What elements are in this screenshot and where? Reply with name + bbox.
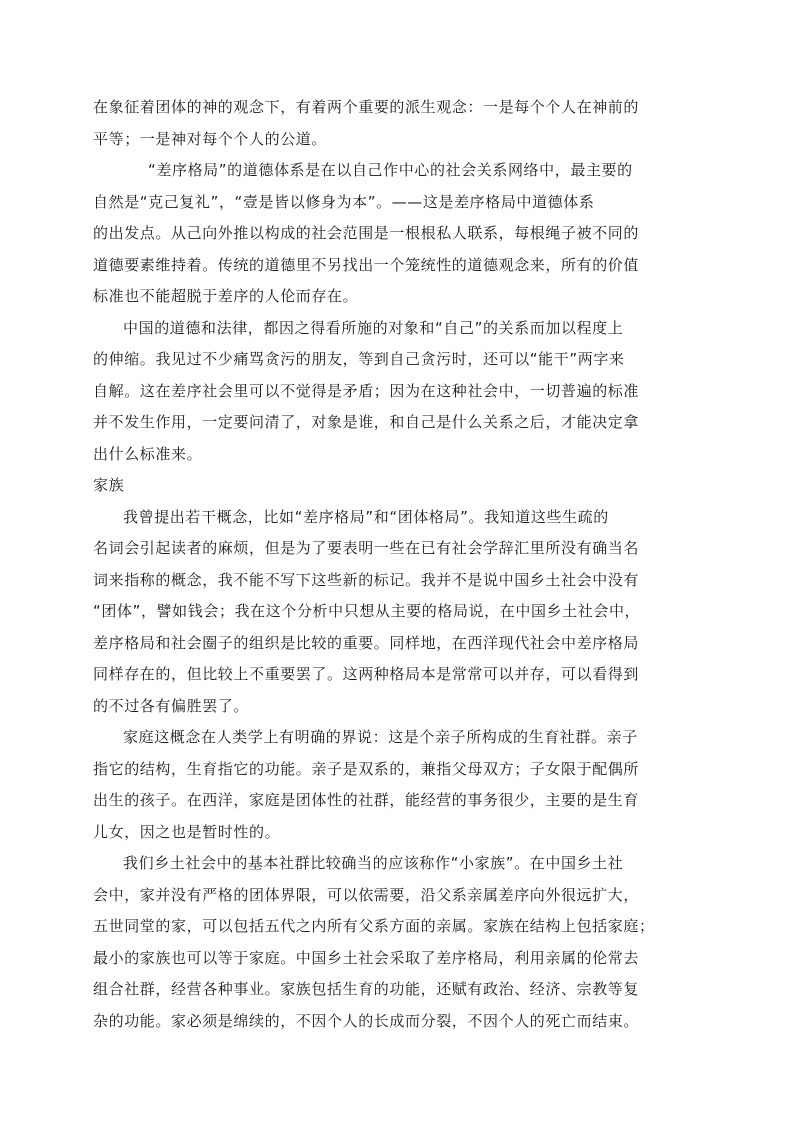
text-line: 平等；一是神对每个个人的公道。 [93, 129, 328, 148]
text-line: 自解。这在差序社会里可以不觉得是矛盾；因为在这种社会中，一切普遍的标准 [93, 381, 640, 400]
text-line: 的不过各有偏胜罢了。 [93, 696, 250, 715]
paragraph-start-line: 我们乡土社会中的基本社群比较确当的应该称作“小家族”。在中国乡土社 [123, 854, 624, 872]
text-line: 在象征着团体的神的观念下，有着两个重要的派生观念：一是每个个人在神前的 [93, 98, 640, 116]
text-line: 的伸缩。我见过不少痛骂贪污的朋友，等到自己贪污时，还可以“能干”两字来 [93, 350, 625, 368]
text-line: 杂的功能。家必须是绵续的，不因个人的长成而分裂，不因个人的死亡而结束。 [93, 1011, 640, 1030]
text-line: 出生的孩子。在西洋，家庭是团体性的社群，能经营的事务很少，主要的是生育 [93, 791, 640, 809]
text-line: 并不发生作用，一定要问清了，对象是谁，和自己是什么关系之后，才能决定拿 [93, 413, 640, 431]
text-line: 标准也不能超脱于差序的人伦而存在。 [93, 287, 359, 305]
text-line: 五世同堂的家，可以包括五代之内所有父系方面的亲属。家族在结构上包括家庭； [93, 917, 655, 935]
section-heading: 家族 [93, 476, 125, 494]
text-line: 道德要素维持着。传统的道德里不另找出一个笼统性的道德观念来，所有的价值 [93, 255, 640, 274]
text-line: 指它的结构，生育指它的功能。亲子是双系的，兼指父母双方；子女限于配偶所 [93, 759, 640, 778]
paragraph-start-line: “差序格局”的道德体系是在以自己作中心的社会关系网络中，最主要的 [148, 161, 633, 179]
document-body [93, 92, 703, 1037]
text-line: 的出发点。从己向外推以构成的社会范围是一根根私人联系，每根绳子被不同的 [93, 224, 640, 242]
text-line: 最小的家族也可以等于家庭。中国乡土社会采取了差序格局，利用亲属的伦常去 [93, 948, 640, 967]
paragraph-start-line: 我曾提出若干概念，比如“差序格局”和“团体格局”。我知道这些生疏的 [123, 507, 609, 526]
text-line: 词来指称的概念，我不能不写下这些新的标记。我并不是说中国乡土社会中没有 [93, 570, 640, 589]
text-line: 同样存在的，但比较上不重要罢了。这两种格局本是常常可以并存，可以看得到 [93, 665, 640, 683]
text-line: 出什么标准来。 [93, 444, 203, 463]
text-line: 名词会引起读者的麻烦，但是为了要表明一些在已有社会学辞汇里所没有确当名 [93, 539, 640, 557]
text-line: 组合社群，经营各种事业。家族包括生育的功能，还赋有政治、经济、宗教等复 [93, 980, 640, 998]
text-line: 会中，家并没有严格的团体界限，可以依需要，沿父系亲属差序向外很远扩大， [93, 885, 640, 904]
paragraph-start-line: 家庭这概念在人类学上有明确的界说：这是个亲子所构成的生育社群。亲子 [123, 728, 638, 746]
text-line: 儿女，因之也是暂时性的。 [93, 822, 281, 841]
text-line: 自然是“克己复礼”，“壹是皆以修身为本”。——这是差序格局中道德体系 [93, 192, 595, 211]
text-line: “团体”，譬如钱会；我在这个分析中只想从主要的格局说，在中国乡土社会中， [93, 602, 641, 620]
paragraph-start-line: 中国的道德和法律，都因之得看所施的对象和“自己”的关系而加以程度上 [123, 318, 624, 337]
text-line: 差序格局和社会圈子的组织是比较的重要。同样地，在西洋现代社会中差序格局 [93, 633, 640, 652]
